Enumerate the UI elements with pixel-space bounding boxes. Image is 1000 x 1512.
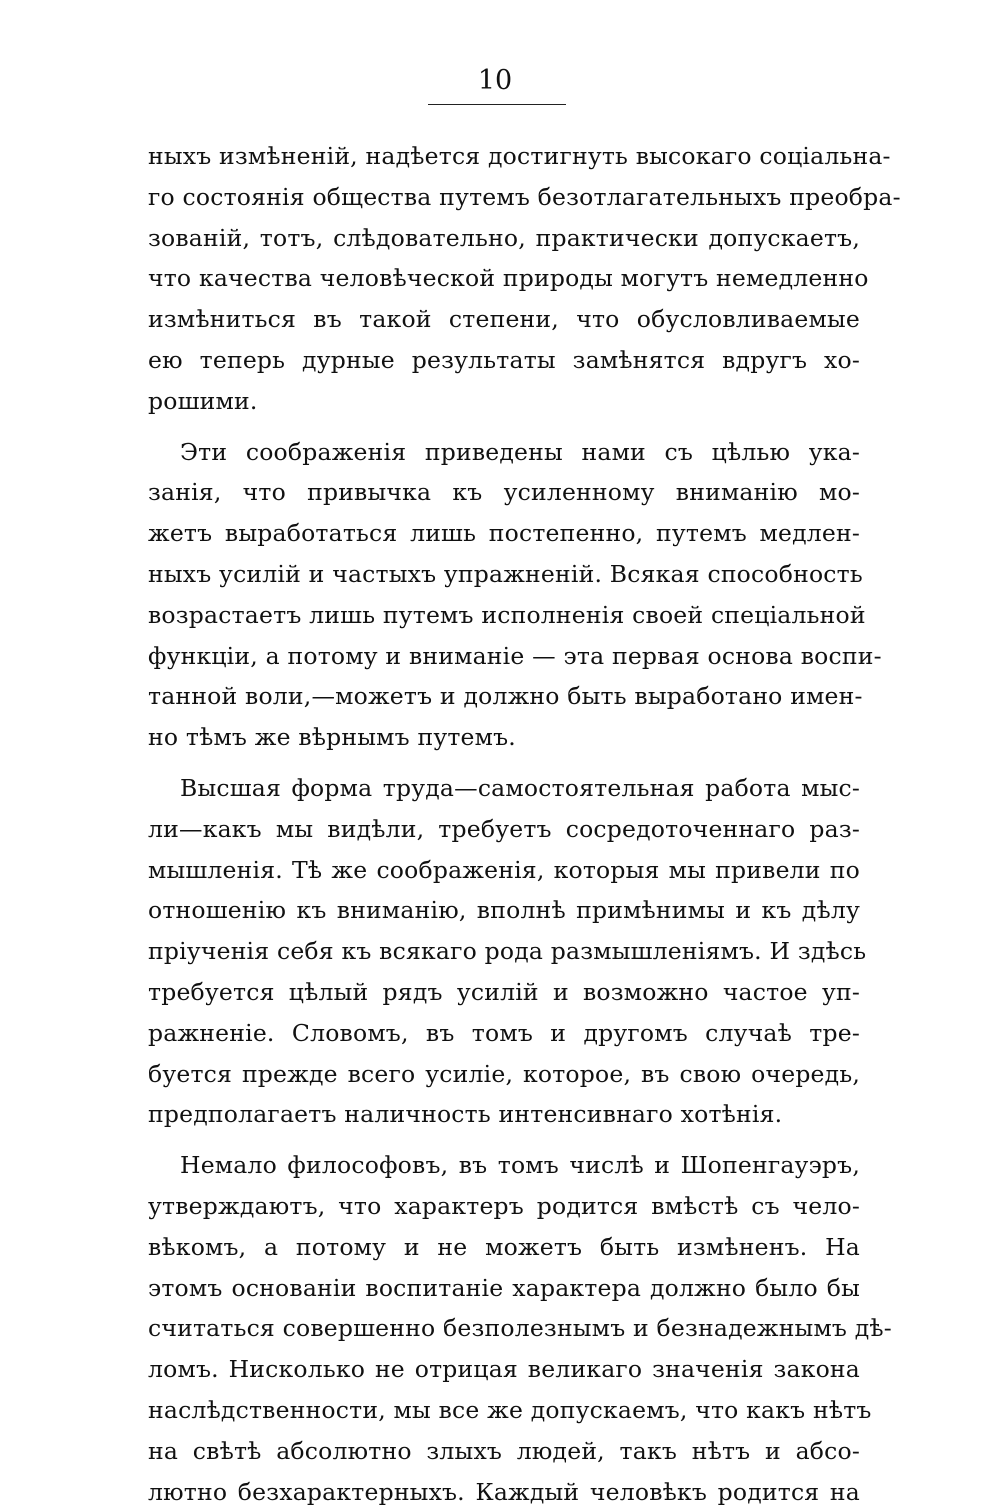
paragraph bbox=[148, 432, 860, 758]
page-number-rule bbox=[428, 104, 566, 105]
text-line: предполагаетъ наличность интенсивнаго хотѣнія. bbox=[148, 1094, 860, 1135]
text-line: Высшая форма труда—самостоятельная работа мыс- bbox=[148, 768, 860, 809]
text-line: го состоянія общества путемъ безотлагательныхъ преобра- bbox=[148, 177, 860, 218]
text-line: зованій, тотъ, слѣдовательно, практически допускаетъ, bbox=[148, 218, 860, 259]
paragraph-gap bbox=[148, 758, 860, 768]
text-line: на свѣтѣ абсолютно злыхъ людей, такъ нѣтъ и абсо- bbox=[148, 1431, 860, 1472]
text-line: Эти соображенія приведены нами съ цѣлью ука- bbox=[148, 432, 860, 473]
text-line: ли—какъ мы видѣли, требуетъ сосредоточеннаго раз- bbox=[148, 809, 860, 850]
text-line: ныхъ усилій и частыхъ упражненій. Всякая способность bbox=[148, 554, 860, 595]
text-line: рошими. bbox=[148, 381, 860, 422]
page-number: 10 bbox=[0, 64, 990, 98]
text-line: ею теперь дурные результаты замѣнятся вдругъ хо- bbox=[148, 340, 860, 381]
paragraph-gap bbox=[148, 422, 860, 432]
text-line: буется прежде всего усиліе, которое, въ свою очередь, bbox=[148, 1054, 860, 1095]
text-line: вѣкомъ, а потому и не можетъ быть измѣненъ. На bbox=[148, 1227, 860, 1268]
text-line: измѣниться въ такой степени, что обусловливаемые bbox=[148, 299, 860, 340]
text-line: ломъ. Нисколько не отрицая великаго значенія закона bbox=[148, 1349, 860, 1390]
text-line: Немало философовъ, въ томъ числѣ и Шопенгауэръ, bbox=[148, 1145, 860, 1186]
text-line: этомъ основаніи воспитаніе характера должно было бы bbox=[148, 1268, 860, 1309]
text-line: танной воли,—можетъ и должно быть выработано имен- bbox=[148, 676, 860, 717]
text-line: считаться совершенно безполезнымъ и безнадежнымъ дѣ- bbox=[148, 1308, 860, 1349]
text-block bbox=[148, 136, 860, 1512]
text-line: функціи, а потому и вниманіе — эта первая основа воспи- bbox=[148, 636, 860, 677]
paragraph bbox=[148, 768, 860, 1135]
paragraph bbox=[148, 1145, 860, 1512]
text-line: лютно безхарактерныхъ. Каждый человѣкъ родится на bbox=[148, 1472, 860, 1512]
text-line: мышленія. Тѣ же соображенія, которыя мы привели по bbox=[148, 850, 860, 891]
text-line: ныхъ измѣненій, надѣется достигнуть высокаго соціальна- bbox=[148, 136, 860, 177]
text-line: занія, что привычка къ усиленному вниманію мо- bbox=[148, 472, 860, 513]
text-line: что качества человѣческой природы могутъ немедленно bbox=[148, 258, 860, 299]
text-line: но тѣмъ же вѣрнымъ путемъ. bbox=[148, 717, 860, 758]
text-line: требуется цѣлый рядъ усилій и возможно частое уп- bbox=[148, 972, 860, 1013]
text-line: пріученія себя къ всякаго рода размышленіямъ. И здѣсь bbox=[148, 931, 860, 972]
text-line: наслѣдственности, мы все же допускаемъ, что какъ нѣтъ bbox=[148, 1390, 860, 1431]
text-line: отношенію къ вниманію, вполнѣ примѣнимы и къ дѣлу bbox=[148, 890, 860, 931]
text-line: ражненіе. Словомъ, въ томъ и другомъ случаѣ тре- bbox=[148, 1013, 860, 1054]
text-line: утверждаютъ, что характеръ родится вмѣстѣ съ чело- bbox=[148, 1186, 860, 1227]
text-line: возрастаетъ лишь путемъ исполненія своей спеціальной bbox=[148, 595, 860, 636]
paragraph bbox=[148, 136, 860, 422]
text-line: жетъ выработаться лишь постепенно, путемъ медлен- bbox=[148, 513, 860, 554]
paragraph-gap bbox=[148, 1135, 860, 1145]
